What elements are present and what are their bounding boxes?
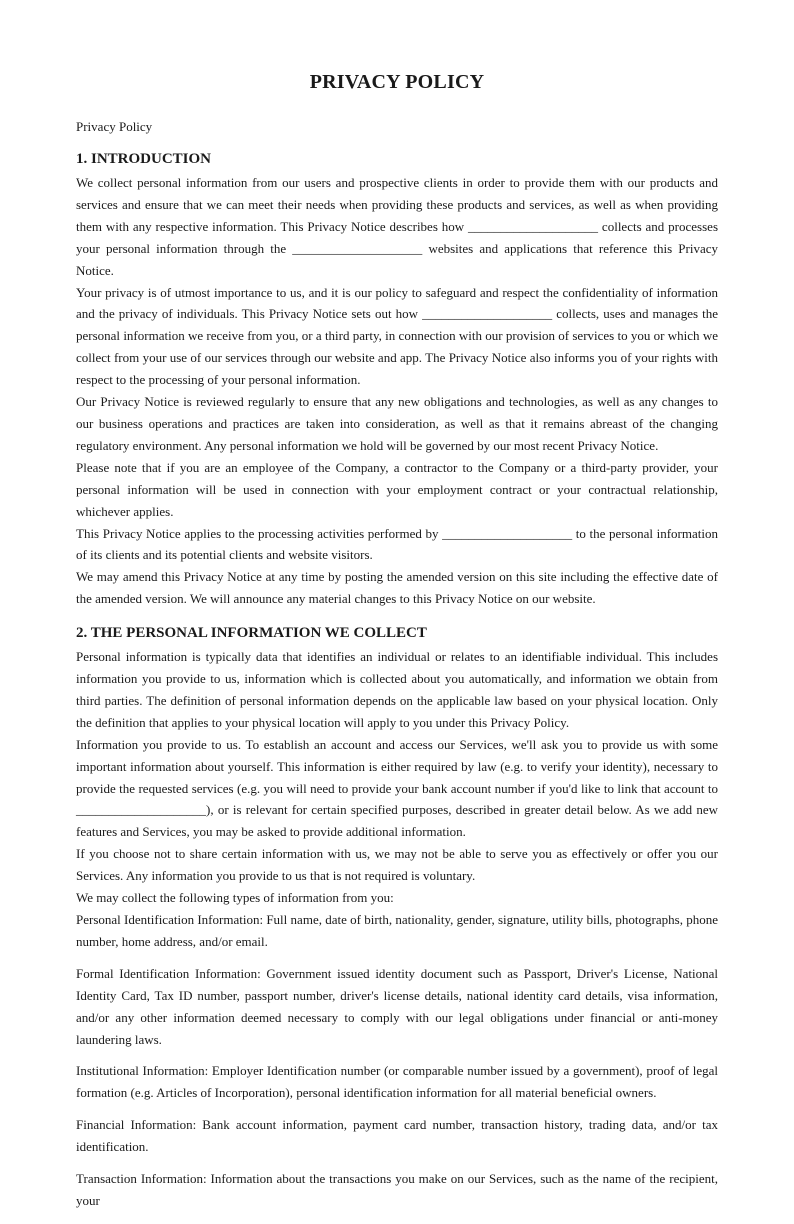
section-heading: 2. THE PERSONAL INFORMATION WE COLLECT (76, 625, 427, 642)
page-title: PRIVACY POLICY (309, 71, 485, 93)
paragraph: Institutional Information: Employer Identification number (or comparable number issued by a government), proof of legal formation (e.g. Articles of Incorporation), personal identification information for all material beneficial owners. (76, 1063, 718, 1101)
section-heading: 1. INTRODUCTION (76, 151, 212, 167)
paragraph: Please note that if you are an employee of the Company, a contractor to the Company or a third-party provider, your personal information will be used in connection with your employment contract or your contractual relationship, whichever applies. (76, 459, 718, 519)
paragraph: We may amend this Privacy Notice at any time by posting the amended version on this site including the effective date of the amended version. We will announce any material changes to this Privacy Notice on our website. (76, 569, 718, 607)
paragraph: Formal Identification Information: Government issued identity document such as Passport, Driver's License, National Identity Card, Tax ID number, passport number, driver's license details, national identity card details, visa information, and/or any other information deemed necessary to comply with our legal obligations under financial or anti-money laundering laws. (76, 965, 718, 1047)
section-personal-information (76, 622, 718, 1212)
paragraph: This Privacy Notice applies to the processing activities performed by ____________________ to the personal information of its clients and its potential clients and website visitors. (76, 525, 718, 563)
paragraph: We collect personal information from our users and prospective clients in order to provide them with our products and services and ensure that we can meet their needs when providing these products and services, as well as when providing them with any respective information. This Privacy Notice describes how ____________________ collects and processes your personal information through the ____________________ websites and applications that reference this Privacy Notice. (76, 175, 718, 278)
paragraph: Our Privacy Notice is reviewed regularly to ensure that any new obligations and technologies, as well as any changes to our business operations and practices are taken into consideration, as well as that it remains abreast of the changing regulatory environment. Any personal information we hold will be governed by our most recent Privacy Notice. (76, 394, 718, 453)
paragraph: Personal Identification Information: Full name, date of birth, nationality, gender, signature, utility bills, photographs, phone number, home address, and/or email. (76, 912, 718, 949)
paragraph: Your privacy is of utmost importance to us, and it is our policy to safeguard and respect the confidentiality of information and the privacy of individuals. This Privacy Notice sets out how ____________________ collects, uses and manages the personal information we receive from you, or a third party, in connection with our provision of services to you or which we collect from your use of our services through our website and app. The Privacy Notice also informs you of your rights with respect to the processing of your personal information. (76, 284, 718, 388)
section-introduction (76, 148, 718, 610)
paragraph: Information you provide to us. To establish an account and access our Services, we'll ask you to provide us with some important information about yourself. This information is either required by law (e.g. to verify your identity), necessary to provide the requested services (e.g. you will need to provide your bank account number if you'd like to link that account to ____________________), or is relevant for certain specified purposes, described in greater detail below. As we add new features and Services, you may be asked to provide additional information. (76, 736, 718, 840)
document-subtitle: Privacy Policy (76, 119, 153, 134)
paragraph: Transaction Information: Information about the transactions you make on our Services, such as the name of the recipient, your (76, 1171, 718, 1208)
paragraph: Financial Information: Bank account information, payment card number, transaction history, trading data, and/or tax identification. (76, 1117, 718, 1155)
paragraph: We may collect the following types of information from you: (76, 890, 394, 906)
document-page (76, 68, 718, 1224)
paragraph: If you choose not to share certain information with us, we may not be able to serve you as effectively or offer you our Services. Any information you provide to us that is not required is voluntary. (76, 846, 718, 884)
paragraph: Personal information is typically data that identifies an individual or relates to an identifiable individual. This includes information you provide to us, information which is collected about you automatically, and information we obtain from third parties. The definition of personal information depends on the applicable law based on your physical location. Only the definition that applies to your physical location will apply to you under this Privacy Policy. (76, 649, 718, 730)
